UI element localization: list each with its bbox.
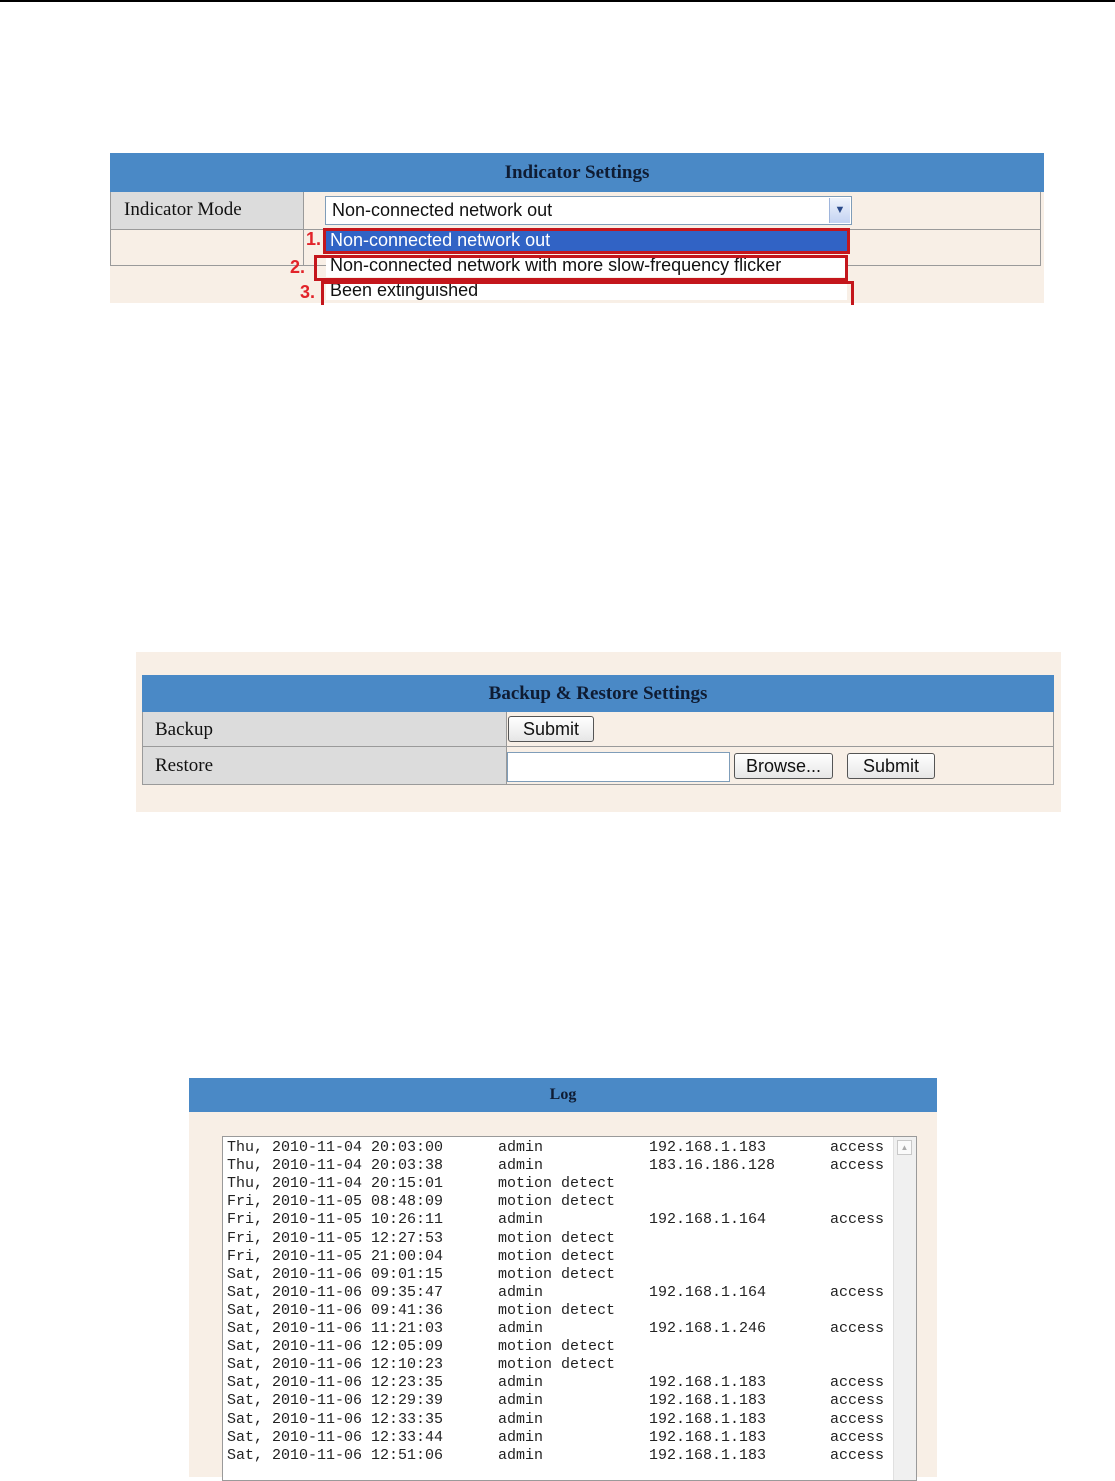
log-ip: 192.168.1.164	[649, 1211, 767, 1229]
log-action: access	[830, 1428, 885, 1446]
backup-label: Backup	[143, 712, 507, 746]
log-event: motion detect	[498, 1193, 616, 1211]
log-ip: 192.168.1.183	[649, 1428, 767, 1446]
log-date: Sat, 2010-11-06 12:05:09	[227, 1338, 444, 1356]
log-action: access	[830, 1211, 885, 1229]
log-action: access	[830, 1320, 885, 1337]
log-action: access	[830, 1283, 885, 1301]
indicator-option-3[interactable]: Been extinguished	[326, 280, 847, 300]
log-scrollbar[interactable]	[893, 1137, 916, 1480]
indicator-settings-panel	[110, 153, 1044, 303]
log-date: Sat, 2010-11-06 12:33:35	[227, 1410, 444, 1428]
log-date: Sat, 2010-11-06 12:51:06	[227, 1446, 444, 1464]
log-event: motion detect	[498, 1301, 616, 1319]
log-event: admin	[498, 1157, 544, 1175]
annotation-number-2: 2.	[290, 257, 306, 277]
indicator-option-2[interactable]: Non-connected network with more slow-frequency flicker	[326, 255, 847, 277]
annotation-number-1: 1.	[306, 229, 322, 249]
log-event: admin	[498, 1446, 544, 1464]
log-date: Sat, 2010-11-06 12:10:23	[227, 1356, 444, 1374]
indicator-option-1[interactable]: Non-connected network out	[326, 230, 847, 252]
log-event: motion detect	[498, 1265, 616, 1283]
log-action: access	[830, 1374, 885, 1392]
log-event: admin	[498, 1410, 544, 1428]
page-top-rule	[0, 0, 1115, 2]
log-title: Log	[189, 1078, 937, 1112]
log-date: Sat, 2010-11-06 12:29:39	[227, 1392, 444, 1410]
backup-submit-button[interactable]: Submit	[508, 716, 594, 742]
indicator-empty-label-cell	[111, 230, 304, 265]
log-date: Fri, 2010-11-05 12:27:53	[227, 1229, 444, 1247]
log-event: admin	[498, 1374, 544, 1392]
indicator-settings-title: Indicator Settings	[110, 153, 1044, 192]
log-action: access	[830, 1410, 885, 1428]
annotation-number-3: 3.	[300, 282, 316, 302]
indicator-mode-row	[110, 192, 1041, 230]
log-date: Sat, 2010-11-06 09:01:15	[227, 1265, 444, 1283]
log-date: Thu, 2010-11-04 20:03:00	[227, 1139, 444, 1156]
log-date: Sat, 2010-11-06 12:33:44	[227, 1428, 444, 1446]
indicator-mode-value: Non-connected network out	[332, 200, 553, 220]
restore-file-input[interactable]	[507, 752, 730, 782]
backup-row	[142, 712, 1054, 747]
restore-submit-button[interactable]: Submit	[847, 753, 935, 779]
annotation-box-1	[323, 228, 850, 254]
log-list-box[interactable]	[222, 1136, 917, 1481]
annotation-box-2	[314, 255, 848, 281]
log-ip: 192.168.1.183	[649, 1446, 767, 1464]
log-action: access	[830, 1392, 885, 1410]
log-panel	[189, 1078, 937, 1477]
scroll-up-arrow-icon[interactable]: ▲	[897, 1140, 912, 1155]
log-ip: 192.168.1.183	[649, 1139, 767, 1156]
restore-row	[142, 747, 1054, 785]
log-date: Fri, 2010-11-05 08:48:09	[227, 1193, 444, 1211]
log-date: Thu, 2010-11-04 20:03:38	[227, 1157, 444, 1175]
log-date: Sat, 2010-11-06 11:21:03	[227, 1320, 444, 1337]
log-event: motion detect	[498, 1247, 616, 1265]
log-date: Sat, 2010-11-06 09:41:36	[227, 1301, 444, 1319]
log-event: admin	[498, 1283, 544, 1301]
log-event: motion detect	[498, 1356, 616, 1374]
indicator-mode-select[interactable]	[325, 196, 852, 225]
backup-restore-title: Backup & Restore Settings	[142, 675, 1054, 712]
log-event: motion detect	[498, 1229, 616, 1247]
indicator-mode-label: Indicator Mode	[111, 192, 304, 229]
log-event: admin	[498, 1139, 544, 1156]
log-ip: 192.168.1.246	[649, 1320, 767, 1337]
log-ip: 192.168.1.183	[649, 1410, 767, 1428]
log-date: Fri, 2010-11-05 21:00:04	[227, 1247, 444, 1265]
log-ip: 192.168.1.183	[649, 1374, 767, 1392]
log-date: Thu, 2010-11-04 20:15:01	[227, 1175, 444, 1193]
log-event: admin	[498, 1392, 544, 1410]
log-action: access	[830, 1139, 885, 1156]
log-action: access	[830, 1157, 885, 1175]
log-date: Sat, 2010-11-06 09:35:47	[227, 1283, 444, 1301]
restore-label: Restore	[143, 747, 507, 784]
log-event: admin	[498, 1320, 544, 1337]
log-event: motion detect	[498, 1338, 616, 1356]
log-date: Sat, 2010-11-06 12:23:35	[227, 1374, 444, 1392]
backup-restore-panel	[136, 652, 1061, 812]
annotation-box-3	[321, 281, 854, 305]
log-action: access	[830, 1446, 885, 1464]
log-date: Fri, 2010-11-05 10:26:11	[227, 1211, 444, 1229]
log-ip: 192.168.1.183	[649, 1392, 767, 1410]
log-event: motion detect	[498, 1175, 616, 1193]
browse-button[interactable]: Browse...	[734, 753, 833, 779]
chevron-down-icon[interactable]: ▼	[829, 198, 850, 223]
log-event: admin	[498, 1211, 544, 1229]
log-ip: 183.16.186.128	[649, 1157, 776, 1175]
log-event: admin	[498, 1428, 544, 1446]
log-ip: 192.168.1.164	[649, 1283, 767, 1301]
